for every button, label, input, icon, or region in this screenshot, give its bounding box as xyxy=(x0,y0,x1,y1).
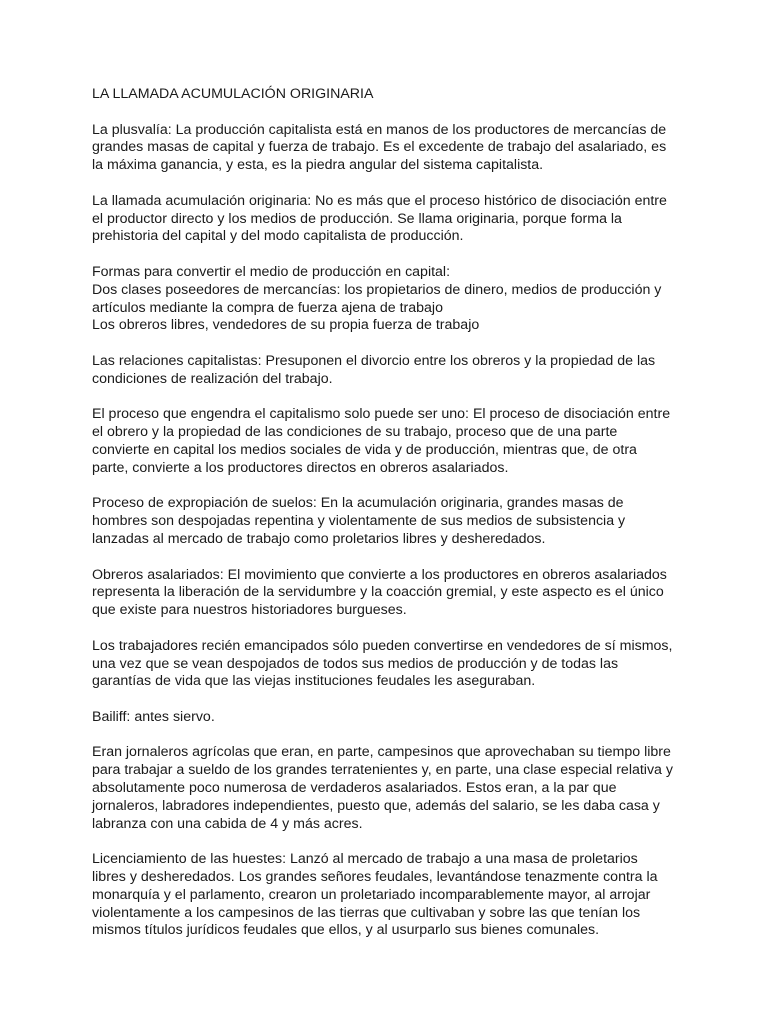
paragraph-line: el obrero y la propiedad de las condiciones de su trabajo, proceso que de una parte xyxy=(92,424,618,441)
paragraph-line: La llamada acumulación originaria: No es más que el proceso histórico de disociación entre xyxy=(92,192,667,209)
paragraph xyxy=(92,406,682,477)
paragraph xyxy=(92,744,682,833)
paragraph xyxy=(92,122,682,175)
paragraph xyxy=(92,709,682,727)
paragraph-line: jornaleros, labradores independientes, puesto que, además del salario, se les daba casa y xyxy=(92,797,660,814)
paragraph xyxy=(92,264,682,335)
paragraph-line: garantías de vida que las viejas instituciones feudales les aseguraban. xyxy=(92,673,536,690)
paragraph xyxy=(92,638,682,691)
paragraph-line: Proceso de expropiación de suelos: En la acumulación originaria, grandes masas de xyxy=(92,495,624,512)
paragraph-line: La plusvalía: La producción capitalista está en manos de los productores de mercancías de xyxy=(92,121,667,138)
paragraph-line: mismos títulos jurídicos feudales que ellos, y al usurparlo sus bienes comunales. xyxy=(92,922,600,939)
paragraph-line: hombres son despojadas repentina y violentamente de sus medios de subsistencia y xyxy=(92,513,626,530)
paragraph-line: parte, convierte a los productores directos en obreros asalariados. xyxy=(92,459,509,476)
paragraph-line: violentamente a los campesinos de las tierras que cultivaban y sobre las que tenían los xyxy=(92,904,641,921)
document-title: LA LLAMADA ACUMULACIÓN ORIGINARIA xyxy=(92,86,374,102)
paragraph-line: el productor directo y los medios de producción. Se llama originaria, porque forma la xyxy=(92,210,622,227)
paragraph-line: Dos clases poseedores de mercancías: los propietarios de dinero, medios de producción y xyxy=(92,281,662,298)
paragraph-line: convierte en capital los medios sociales de vida y de producción, mientras que, de otra xyxy=(92,441,637,458)
paragraph xyxy=(92,353,682,389)
paragraph-line: Formas para convertir el medio de producción en capital: xyxy=(92,263,451,280)
paragraph-line: Bailiff: antes siervo. xyxy=(92,708,215,725)
paragraph xyxy=(92,567,682,620)
paragraph-line: lanzadas al mercado de trabajo como proletarios libres y desheredados. xyxy=(92,530,546,547)
paragraph-line: Obreros asalariados: El movimiento que convierte a los productores en obreros asalariados xyxy=(92,566,667,583)
paragraph-line: Los trabajadores recién emancipados sólo pueden convertirse en vendedores de sí mismos, xyxy=(92,637,673,654)
paragraph-line: Licenciamiento de las huestes: Lanzó al mercado de trabajo a una masa de proletarios xyxy=(92,851,638,868)
document-page xyxy=(92,86,682,958)
paragraph xyxy=(92,495,682,548)
paragraph-line: grandes masas de capital y fuerza de trabajo. Es el excedente de trabajo del asalariado, es xyxy=(92,139,667,156)
paragraph-line: Eran jornaleros agrícolas que eran, en parte, campesinos que aprovechaban su tiempo libre xyxy=(92,744,671,761)
paragraph-line: para trabajar a sueldo de los grandes terratenientes y, en parte, una clase especial relativa y xyxy=(92,762,673,779)
paragraph-line: condiciones de realización del trabajo. xyxy=(92,370,333,387)
paragraph-line: que existe para nuestros historiadores burgueses. xyxy=(92,602,407,619)
paragraph-line: prehistoria del capital y del modo capitalista de producción. xyxy=(92,228,464,245)
paragraph-line: labranza con una cabida de 4 y más acres. xyxy=(92,815,363,832)
paragraph-line: representa la liberación de la servidumbre y la coacción gremial, y este aspecto es el único xyxy=(92,584,664,601)
paragraph xyxy=(92,193,682,246)
paragraph-line: monarquía y el parlamento, crearon un proletariado incomparablemente mayor, al arrojar xyxy=(92,886,651,903)
paragraph-line: la máxima ganancia, y esta, es la piedra angular del sistema capitalista. xyxy=(92,157,544,174)
document-body xyxy=(92,122,682,941)
paragraph-line: una vez que se vean despojados de todos sus medios de producción y de todas las xyxy=(92,655,619,672)
paragraph-line: absolutamente poco numerosa de verdaderos asalariados. Estos eran, a la par que xyxy=(92,780,617,797)
paragraph xyxy=(92,851,682,940)
paragraph-line: artículos mediante la compra de fuerza ajena de trabajo xyxy=(92,299,443,316)
paragraph-line: Los obreros libres, vendedores de su propia fuerza de trabajo xyxy=(92,317,480,334)
paragraph-line: Las relaciones capitalistas: Presuponen el divorcio entre los obreros y la propiedad de las xyxy=(92,352,656,369)
paragraph-line: libres y desheredados. Los grandes señores feudales, levantándose tenazmente contra la xyxy=(92,869,658,886)
paragraph-line: El proceso que engendra el capitalismo solo puede ser uno: El proceso de disociación entre xyxy=(92,406,671,423)
